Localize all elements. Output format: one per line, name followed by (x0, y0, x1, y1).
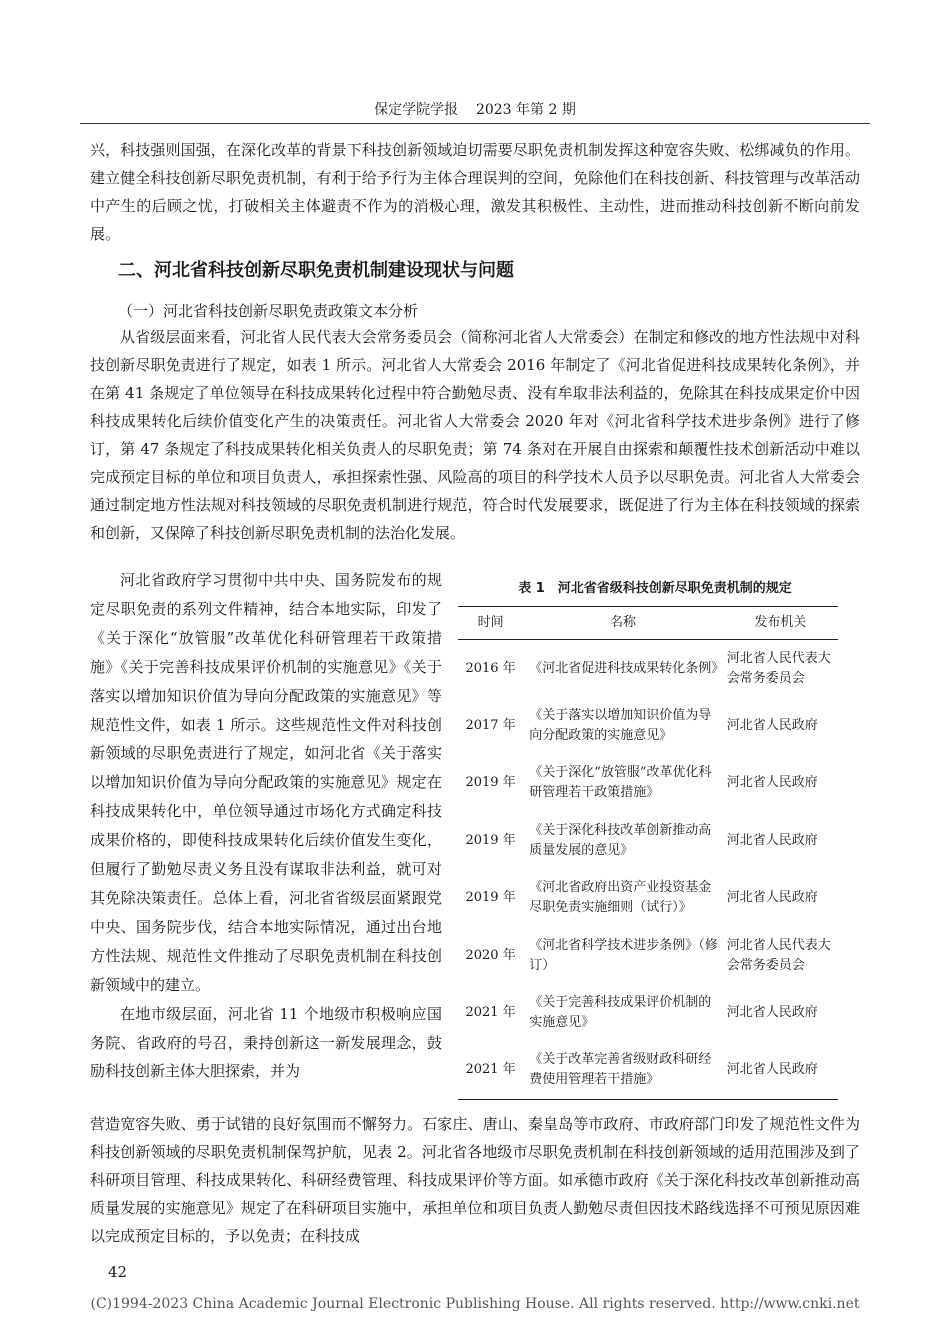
regulation-table (458, 606, 838, 1100)
body-paragraph-2: 河北省政府学习贯彻中共中央、国务院发布的规定尽职免责的系列文件精神，结合本地实际，印发了《关于深化“放管服”改革优化科研管理若干政策措施》《关于完善科技成果评价机制的实施意见》《关于落实以增加知识价值为导向分配政策的实施意见》等规范性文件，如表 1 所示。这些规范性文件对科技创新领域的尽职免责进行了规定，如河北省《关于落实以增加知识价值为导向分配政策的实施意见》规定在科技成果转化中，单位领导通过市场化方式确定科技成果价格的，即使科技成果转化后续价值发生变化，但履行了勤勉尽责义务且没有谋取非法利益，就可对其免除决策责任。总体上看，河北省省级层面紧跟党中央、国务院步伐，结合本地实际情况，通过出台地方性法规、规范性文件推动了尽职免责机制在科技创新领域中的建立。 (90, 571, 442, 994)
header-name: 名称 (523, 607, 723, 640)
cell-name: 《关于改革完善省级财政科研经费使用管理若干措施》 (523, 1042, 723, 1100)
cell-issuer: 河北省人民代表大会常务委员会 (726, 650, 831, 686)
table-row (458, 1042, 838, 1100)
cell-issuer: 河北省人民政府 (726, 890, 818, 906)
section-title: 二、河北省科技创新尽职免责机制建设现状与问题 (118, 260, 514, 281)
cell-issuer: 河北省人民代表大会常务委员会 (726, 937, 831, 973)
cell-name: 《关于落实以增加知识价值为导向分配政策的实施意见》 (529, 708, 712, 744)
cell-year: 2020 年 (465, 947, 516, 963)
regulation-table-wrapper (458, 606, 838, 1100)
header-issuer: 发布机关 (723, 607, 838, 640)
table-row (458, 812, 838, 869)
header-rule (80, 123, 870, 124)
subsection-title: （一）河北省科技创新尽职免责政策文本分析 (118, 302, 419, 320)
cell-name: 《关于完善科技成果评价机制的实施意见》 (529, 995, 712, 1031)
cell-year: 2019 年 (465, 775, 516, 791)
cell-name: 《河北省科学技术进步条例》（修订） (529, 937, 718, 973)
body-paragraph-3-rest: 营造宽容失败、勇于试错的良好氛围而不懈努力。石家庄、唐山、秦皇岛等市政府、市政府部门印发了规范性文件为科技创新领域的尽职免责机制保驾护航，见表 2。河北省各地级市尽职免责机制在科技创新领域的适用范围涉及到了科研项目管理、科技成果转化、科研经费管理、科技成果评价等方面。如承德市政府《关于深化科技改革创新推动高质量发展的实施意见》规定了在科研项目实施中，承担单位和项目负责人勤勉尽责但因技术路线选择不可预见原因难以完成预定目标的，予以免责；在科技成 (90, 1115, 860, 1245)
body-paragraph-3-start: 在地市级层面，河北省 11 个地级市积极响应国务院、省政府的号召，秉持创新这一新发展理念，鼓励科技创新主体大胆探索，并为 (90, 1004, 442, 1081)
table-caption: 表 1 河北省省级科技创新尽职免责机制的规定 (518, 581, 792, 596)
page-number: 42 (108, 1263, 128, 1281)
cell-year: 2021 年 (458, 1042, 523, 1100)
table-row (458, 755, 838, 812)
cell-issuer: 河北省人民政府 (726, 832, 818, 848)
body-paragraph-1: 从省级层面来看，河北省人民代表大会常务委员会（简称河北省人大常委会）在制定和修改的地方性法规中对科技创新尽职免责进行了规定，如表 1 所示。河北省人大常委会 2016 年制定了《河北省促进科技成果转化条例》，并在第 41 条规定了单位领导在科技成果转化过程中符合勤勉尽责、没有牟取非法利益的，免除其在科技成果定价中因科技成果转化后续价值变化产生的决策责任。河北省人大常委会 2020 年对《河北省科学技术进步条例》进行了修订，第 47 条规定了科技成果转化相关负责人的尽职免责；第 74 条对在开展自由探索和颠覆性技术创新活动中难以完成预定目标的单位和项目负责人，承担探索性强、风险高的项目的科学技术人员予以尽职免责。河北省人大常委会通过制定地方性法规对科技领域的尽职免责机制进行规范，符合时代发展要求，既促进了行为主体在科技领域的探索和创新，又保障了科技创新尽职免责机制的法治化发展。 (90, 328, 860, 542)
cell-name: 《河北省政府出资产业投资基金尽职免责实施细则（试行）》 (529, 880, 712, 916)
cell-year: 2019 年 (465, 832, 516, 848)
cell-year: 2019 年 (465, 890, 516, 906)
table-row (458, 870, 838, 927)
cell-name: 《河北省促进科技成果转化条例》 (529, 660, 725, 676)
journal-issue: 2023 年第 2 期 (475, 102, 576, 118)
table-row (458, 984, 838, 1041)
running-header (80, 100, 870, 120)
cell-issuer: 河北省人民政府 (726, 1005, 818, 1021)
cell-issuer: 河北省人民政府 (726, 775, 818, 791)
cell-name: 《关于深化“放管服”改革优化科研管理若干政策措施》 (529, 765, 712, 801)
cell-issuer: 河北省人民政府 (726, 718, 818, 734)
cell-year: 2016 年 (465, 660, 516, 676)
intro-paragraph: 兴，科技强则国强，在深化改革的背景下科技创新领域迫切需要尽职免责机制发挥这种宽容失败、松绑减负的作用。建立健全科技创新尽职免责机制，有利于给予行为主体合理误判的空间，免除他们在科技创新、科技管理与改革活动中产生的后顾之忧，打破相关主体避责不作为的消极心理，激发其积极性、主动性，进而推动科技创新不断向前发展。 (90, 141, 860, 243)
table-row (458, 927, 838, 984)
table-row (458, 640, 838, 698)
cell-issuer: 河北省人民政府 (723, 1042, 838, 1100)
table-row (458, 697, 838, 754)
table-header-row (458, 607, 838, 640)
copyright-footer: (C)1994-2023 China Academic Journal Electronic Publishing House. All rights reserved. http://www.cnki.net (90, 1296, 860, 1312)
cell-name: 《关于深化科技改革创新推动高质量发展的意见》 (529, 822, 712, 858)
cell-year: 2017 年 (465, 718, 516, 734)
left-column-text (90, 566, 442, 1086)
header-year: 时间 (458, 607, 523, 640)
journal-name: 保定学院学报 (374, 102, 459, 118)
cell-year: 2021 年 (465, 1005, 516, 1021)
